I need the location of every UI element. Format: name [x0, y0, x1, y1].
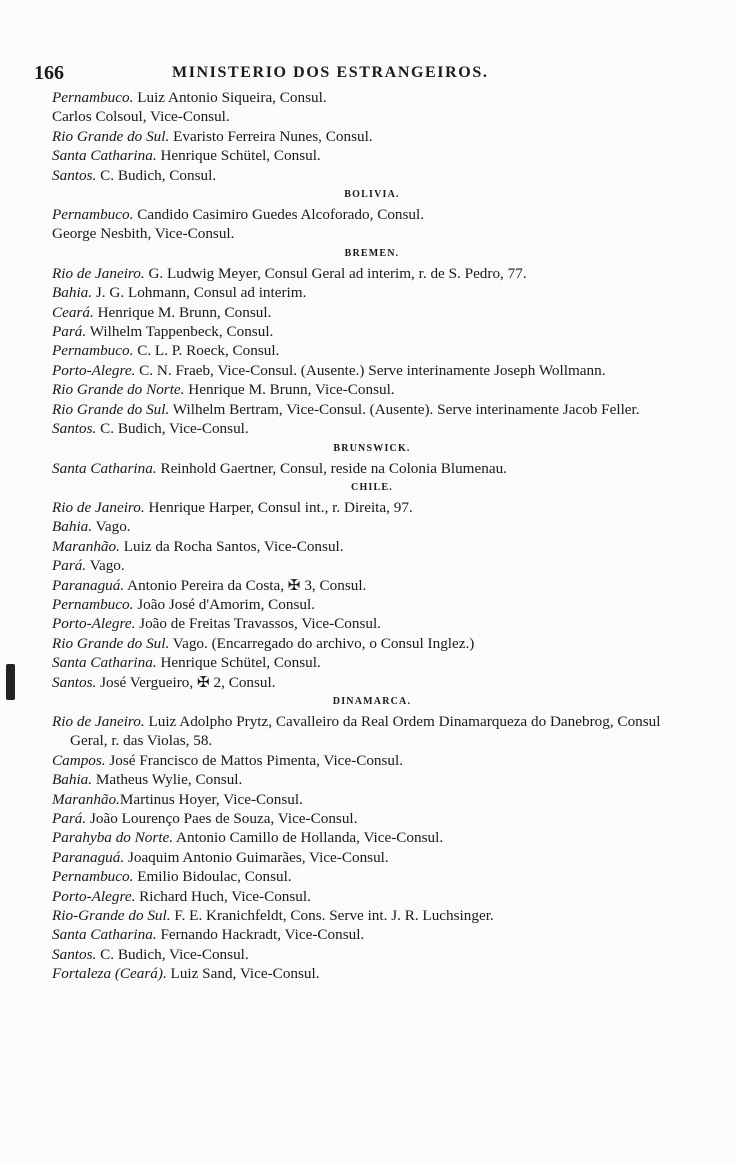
entry-place: Santa Catharina.	[52, 459, 157, 477]
entry-text: C. L. P. Roeck, Consul.	[133, 342, 280, 360]
entry-place: Parahyba do Norte.	[52, 829, 174, 847]
consul-entry	[52, 848, 692, 867]
entry-text: José Francisco de Mattos Pimenta, Vice-Consul.	[105, 751, 404, 769]
entry-text: Richard Huch, Vice-Consul.	[135, 887, 311, 905]
entry-place: Porto-Alegre.	[52, 615, 136, 633]
entry-place: Santa Catharina.	[52, 926, 157, 944]
entry-text: Vago.	[92, 518, 131, 536]
consul-entry	[52, 88, 692, 107]
consul-entry	[52, 322, 692, 341]
entry-text: Martinus Hoyer, Vice-Consul.	[119, 790, 303, 808]
entry-text: Luiz da Rocha Santos, Vice-Consul.	[119, 537, 344, 555]
consul-entry	[52, 790, 692, 809]
entry-text: Henrique Harper, Consul int., r. Direita, 97.	[144, 498, 413, 516]
entry-text: George Nesbith, Vice-Consul.	[52, 225, 235, 243]
entry-text: Antonio Pereira da Costa, ✠ 3, Consul.	[124, 576, 367, 594]
consul-entry	[52, 964, 692, 983]
entry-text: Henrique M. Brunn, Vice-Consul.	[184, 381, 395, 399]
entry-text: J. G. Lohmann, Consul ad interim.	[92, 284, 307, 302]
margin-ink-mark	[6, 664, 15, 700]
entry-text: João Lourenço Paes de Souza, Vice-Consul.	[86, 810, 358, 827]
entry-text: Carlos Colsoul, Vice-Consul.	[52, 108, 230, 126]
entry-place: Bahia.	[52, 284, 93, 302]
entry-text: Luiz Sand, Vice-Consul.	[166, 965, 320, 983]
entry-place: Rio Grande do Sul.	[52, 400, 170, 418]
entry-text: Wilhelm Tappenbeck, Consul.	[86, 323, 274, 341]
entry-place: Pernambuco.	[52, 868, 134, 886]
entry-place: Santa Catharina.	[52, 147, 157, 165]
entry-text: João de Freitas Travassos, Vice-Consul.	[135, 615, 381, 633]
entry-text: Henrique M. Brunn, Consul.	[93, 303, 272, 321]
section-heading: CHILE.	[351, 481, 393, 493]
section-heading: BRUNSWICK.	[333, 442, 411, 454]
entry-text: Wilhelm Bertram, Vice-Consul. (Ausente). Serve interinamente Jacob Feller.	[169, 400, 640, 418]
entry-text: Candido Casimiro Guedes Alcoforado, Consul.	[133, 206, 425, 224]
consul-entry	[52, 828, 692, 847]
consul-entry	[52, 925, 692, 944]
section-heading: BREMEN.	[344, 247, 400, 259]
consul-entry	[52, 146, 692, 165]
consul-entry	[52, 537, 692, 556]
entry-place: Santa Catharina.	[52, 654, 157, 672]
entry-place: Santos.	[52, 945, 97, 963]
consul-entry	[52, 556, 692, 575]
consul-entry	[52, 887, 692, 906]
entry-text: Antonio Camillo de Hollanda, Vice-Consul.	[173, 829, 444, 847]
consul-entry	[52, 770, 692, 789]
entry-text: G. Ludwig Meyer, Consul Geral ad interim, r. de S. Pedro, 77.	[144, 264, 527, 282]
consul-entry	[52, 419, 692, 438]
consul-entry	[52, 595, 692, 614]
entry-text: Evaristo Ferreira Nunes, Consul.	[169, 127, 373, 145]
entry-text: C. Budich, Vice-Consul.	[96, 945, 249, 963]
entry-text: C. Budich, Vice-Consul.	[96, 420, 249, 438]
consul-entry	[52, 224, 692, 243]
consul-entry	[52, 283, 692, 302]
consul-listing	[52, 88, 692, 984]
consul-entry	[52, 107, 692, 126]
consul-entry	[52, 576, 692, 595]
consul-entry	[52, 400, 692, 419]
entry-place: Porto-Alegre.	[52, 887, 136, 905]
entry-text: Emilio Bidoulac, Consul.	[133, 868, 292, 886]
entry-place: Rio de Janeiro.	[52, 712, 145, 730]
entry-text: Fernando Hackradt, Vice-Consul.	[156, 926, 365, 944]
entry-place: Maranhão.	[52, 790, 120, 808]
entry-place: Pernambuco.	[52, 595, 134, 613]
entry-place: Pernambuco.	[52, 89, 134, 106]
entry-text: Henrique Schütel, Consul.	[156, 147, 321, 165]
entry-place: Maranhão.	[52, 537, 120, 555]
entry-text: Luiz Adolpho Prytz, Cavalleiro da Real Ordem Dinamarqueza do Danebrog, Consul Geral, r. das Violas, 58.	[70, 712, 661, 750]
entry-place: Santos.	[52, 420, 97, 438]
entry-text: C. N. Fraeb, Vice-Consul. (Ausente.) Serve interinamente Joseph Wollmann.	[135, 361, 606, 379]
consul-entry	[52, 380, 692, 399]
entry-place: Rio Grande do Sul.	[52, 127, 170, 145]
entry-place: Campos.	[52, 751, 106, 769]
entry-place: Paranaguá.	[52, 576, 125, 594]
entry-place: Rio-Grande do Sul.	[52, 907, 171, 925]
consul-entry	[52, 751, 692, 770]
consul-entry	[52, 459, 692, 478]
entry-place: Bahia.	[52, 518, 93, 536]
entry-place: Rio Grande do Norte.	[52, 381, 185, 399]
entry-text: Vago. (Encarregado do archivo, o Consul Inglez.)	[169, 634, 475, 652]
entry-place: Santos.	[52, 673, 97, 691]
entry-text: José Vergueiro, ✠ 2, Consul.	[96, 673, 276, 691]
consul-entry	[52, 809, 692, 828]
entry-place: Paranaguá.	[52, 848, 125, 866]
consul-entry	[52, 127, 692, 146]
entry-text: Henrique Schütel, Consul.	[156, 654, 321, 672]
entry-text: João José d'Amorim, Consul.	[133, 595, 316, 613]
consul-entry	[52, 166, 692, 185]
consul-entry	[52, 634, 692, 653]
entry-place: Pará.	[52, 557, 87, 575]
consul-entry	[52, 906, 692, 925]
entry-place: Pernambuco.	[52, 342, 134, 360]
consul-entry	[52, 517, 692, 536]
entry-text: C. Budich, Consul.	[96, 166, 217, 184]
consul-entry	[52, 303, 692, 322]
consul-entry	[52, 653, 692, 672]
entry-place: Pará.	[52, 323, 87, 341]
entry-text: F. E. Kranichfeldt, Cons. Serve int. J. R. Luchsinger.	[170, 907, 494, 925]
page-number: 166	[34, 62, 64, 84]
consul-entry	[52, 945, 692, 964]
section-heading: DINAMARCA.	[332, 695, 412, 707]
entry-text: Matheus Wylie, Consul.	[92, 771, 243, 789]
consul-entry	[52, 361, 692, 380]
entry-place: Pará.	[52, 810, 87, 827]
consul-entry	[52, 867, 692, 886]
consul-entry	[52, 264, 692, 283]
entry-place: Porto-Alegre.	[52, 361, 136, 379]
consul-entry	[52, 712, 692, 751]
consul-entry	[52, 614, 692, 633]
entry-text: Joaquim Antonio Guimarães, Vice-Consul.	[124, 848, 389, 866]
entry-place: Fortaleza (Ceará).	[52, 965, 167, 983]
consul-entry	[52, 498, 692, 517]
consul-entry	[52, 341, 692, 360]
consul-entry	[52, 673, 692, 692]
section-heading: BOLIVIA.	[344, 189, 400, 201]
entry-place: Rio Grande do Sul.	[52, 634, 170, 652]
entry-place: Santos.	[52, 166, 97, 184]
entry-text: Reinhold Gaertner, Consul, reside na Colonia Blumenau.	[156, 459, 507, 477]
entry-place: Ceará.	[52, 303, 94, 321]
running-title: MINISTERIO DOS ESTRANGEIROS.	[172, 64, 489, 81]
entry-text: Vago.	[86, 557, 125, 575]
entry-place: Pernambuco.	[52, 206, 134, 224]
entry-place: Bahia.	[52, 771, 93, 789]
document-page	[34, 62, 692, 984]
consul-entry	[52, 205, 692, 224]
entry-place: Rio de Janeiro.	[52, 264, 145, 282]
entry-text: Luiz Antonio Siqueira, Consul.	[133, 89, 327, 106]
page-header	[34, 62, 692, 88]
entry-place: Rio de Janeiro.	[52, 498, 145, 516]
